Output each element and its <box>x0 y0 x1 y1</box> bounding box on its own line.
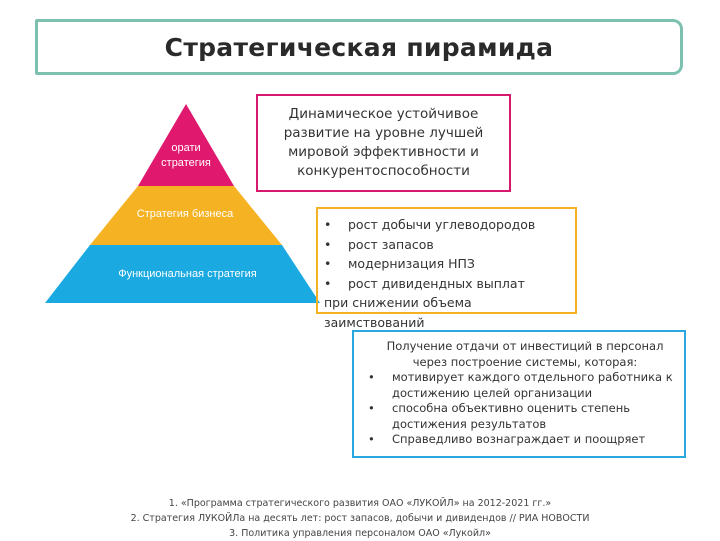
bullet-text: модернизация НПЗ <box>348 256 475 271</box>
reference-item: 3. Политика управления персоналом ОАО «Лукойл» <box>229 528 491 539</box>
list-item: • Справедливо вознаграждает и поощряет <box>368 432 646 446</box>
pyramid-label-business: Стратегия бизнеса <box>136 208 234 220</box>
bullet-text: Справедливо вознаграждает и поощряет <box>392 432 646 446</box>
bullet-text: мотивирует каждого отдельного работника к достижению целей организации <box>392 370 673 400</box>
reference-item: 2. Стратегия ЛУКОЙЛа на десять лет: рост запасов, добычи и дивидендов // РИА НОВОСТИ <box>130 513 590 524</box>
list-item: • рост дивидендных выплат <box>324 274 575 294</box>
reference-item: 1. «Программа стратегического развития ОАО «ЛУКОЙЛ» на 2012-2021 гг.» <box>168 498 552 509</box>
list-item: • мотивирует каждого отдельного работника к достижению целей организации <box>364 370 678 401</box>
list-item: • рост добычи углеводородов <box>324 215 575 235</box>
list-item: • рост запасов <box>324 235 575 255</box>
list-item: • модернизация НПЗ <box>324 254 575 274</box>
corporate-strategy-text: Динамическое устойчивое развитие на уровне лучшей мировой эффективности и конкурентоспособности <box>283 106 484 179</box>
list-item: • способна объективно оценить степень достижения результатов <box>364 401 678 432</box>
business-footer: при снижении объема заимствований <box>324 295 472 330</box>
business-strategy-box <box>316 207 577 330</box>
pyramid-label-corporate <box>146 141 226 171</box>
references <box>90 496 630 541</box>
pyramid-label-corporate-line2: стратегия <box>161 157 211 169</box>
bullet-text: способна объективно оценить степень достижения результатов <box>392 401 631 431</box>
page-title: Стратегическая пирамида <box>164 32 554 62</box>
bullet-text: рост добычи углеводородов <box>348 217 536 232</box>
bullet-text: рост запасов <box>348 236 434 252</box>
corporate-strategy-box <box>256 94 511 192</box>
pyramid-label-functional: Функциональная стратегия <box>118 268 257 280</box>
bullet-text: рост дивидендных выплат <box>348 275 525 291</box>
pyramid-label-corporate-line1: орати <box>171 142 201 154</box>
functional-strategy-box <box>352 330 686 458</box>
functional-lead: Получение отдачи от инвестиций в персонал через построение системы, которая: <box>386 339 664 369</box>
